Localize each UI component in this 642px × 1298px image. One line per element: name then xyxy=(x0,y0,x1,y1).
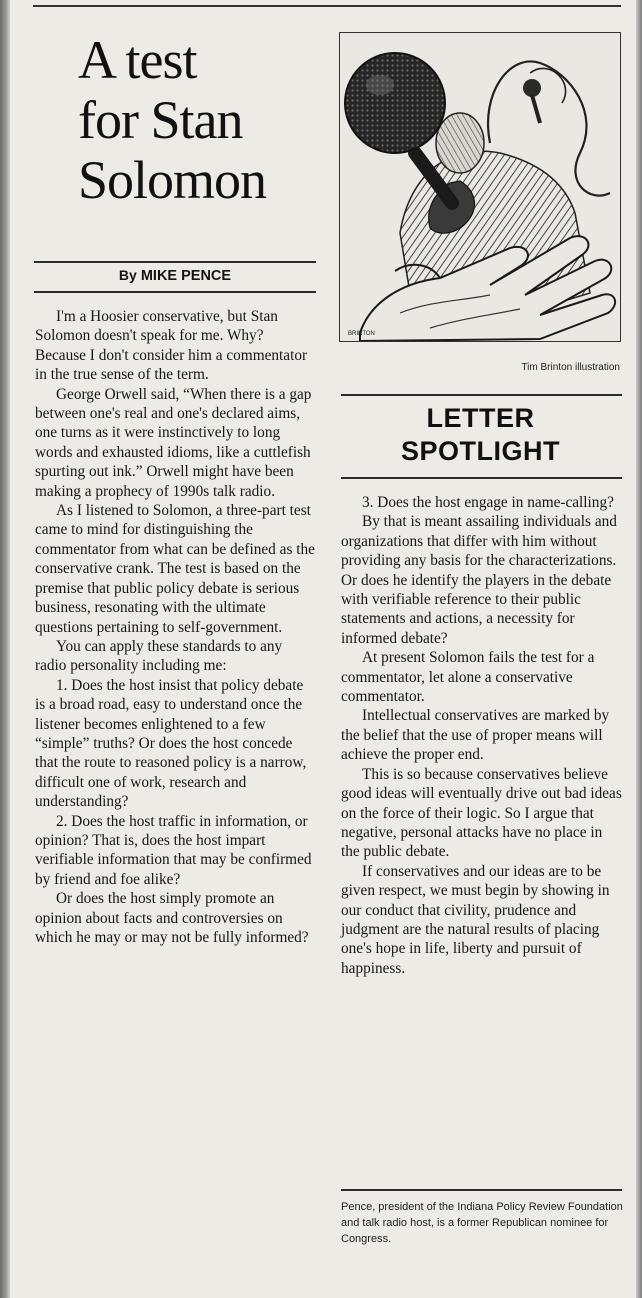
author-bio: Pence, president of the Indiana Policy Review Foundation and talk radio host, is a former Republican nominee for Congress. xyxy=(341,1201,623,1245)
article-left-column xyxy=(35,307,317,947)
paragraph: 3. Does the host engage in name-calling? xyxy=(362,494,614,511)
headline-line: for Stan xyxy=(78,90,243,150)
paragraph: As I listened to Solomon, a three-part test came to mind for distinguishing the commentator from what can be defined as the conservative crank. The test is based on the premise that public policy debate is serious business, resonating with the ultimate questions pertaining to self-government. xyxy=(35,502,315,636)
paragraph: This is so because conservatives believe good ideas will eventually drive out bad ideas on the force of their logic. So I argue that negative, personal attacks have no place in the public debate. xyxy=(341,765,622,861)
top-rule xyxy=(33,5,621,7)
byline-author: MIKE PENCE xyxy=(140,268,232,284)
paragraph: Intellectual conservatives are marked by the belief that the use of proper means will achieve the proper end. xyxy=(341,707,610,764)
paragraph: At present Solomon fails the test for a commentator, let alone a conservative commentator. xyxy=(341,649,595,706)
paragraph: 1. Does the host insist that policy debate is a broad road, easy to understand once the listener becomes enlightened to a few “simple” truths? Or does the host concede that the route to reasoned policy is a narrow, difficult one of work, research and understanding? xyxy=(35,676,307,811)
byline xyxy=(34,266,316,285)
byline-rule-bottom xyxy=(34,291,316,293)
byline-prefix: By xyxy=(118,267,137,283)
paragraph: George Orwell said, “When there is a gap between one's real and one's declared aims, one turns as it were instinctively to long words and exhausted idioms, like a cuttlefish spurting out ink.” Orwell might have been making a prophecy of 1990s talk radio. xyxy=(35,385,312,500)
illustration-signature: BRINTON xyxy=(348,331,375,337)
paragraph: By that is meant assailing individuals and organizations that differ with him without providing any basis for the characterizations. Or does he identify the players in the debate with verifiable reference to their public statements and actions, a necessity for informed debate? xyxy=(341,513,617,647)
byline-rule-top xyxy=(34,261,316,263)
paragraph: I'm a Hoosier conservative, but Stan Solomon doesn't speak for me. Why? Because I don't consider him a commentator in the true sense of the term. xyxy=(35,308,308,384)
letter-spotlight-heading xyxy=(341,402,620,468)
headline-line: Solomon xyxy=(78,150,267,210)
spotlight-rule-bottom xyxy=(341,477,622,479)
spotlight-line: SPOTLIGHT xyxy=(401,436,560,466)
bio-rule xyxy=(341,1189,622,1191)
paragraph: You can apply these standards to any radio personality including me: xyxy=(35,637,283,675)
scan-edge-right xyxy=(636,0,642,1298)
illustration xyxy=(339,32,621,342)
headline xyxy=(78,30,328,210)
paragraph: Or does the host simply promote an opinion about facts and controversies on which he may or may not be fully informed? xyxy=(35,890,309,946)
headline-line: A test xyxy=(78,30,197,90)
paragraph: 2. Does the host traffic in information, or opinion? That is, does the host impart verifiable information that may be confirmed by friend and foe alike? xyxy=(35,812,312,888)
spotlight-rule-top xyxy=(341,394,622,396)
article-right-column xyxy=(341,493,623,978)
paragraph: If conservatives and our ideas are to be given respect, we must begin by showing in our conduct that civility, prudence and judgment are the natural results of placing one's hope in life, liberty and pursuit of happiness. xyxy=(341,862,610,977)
illustration-credit: Tim Brinton illustration xyxy=(521,362,620,373)
scan-edge-left xyxy=(0,0,10,1298)
microphone-hand-illustration xyxy=(340,33,620,341)
spotlight-line: LETTER xyxy=(426,403,535,433)
